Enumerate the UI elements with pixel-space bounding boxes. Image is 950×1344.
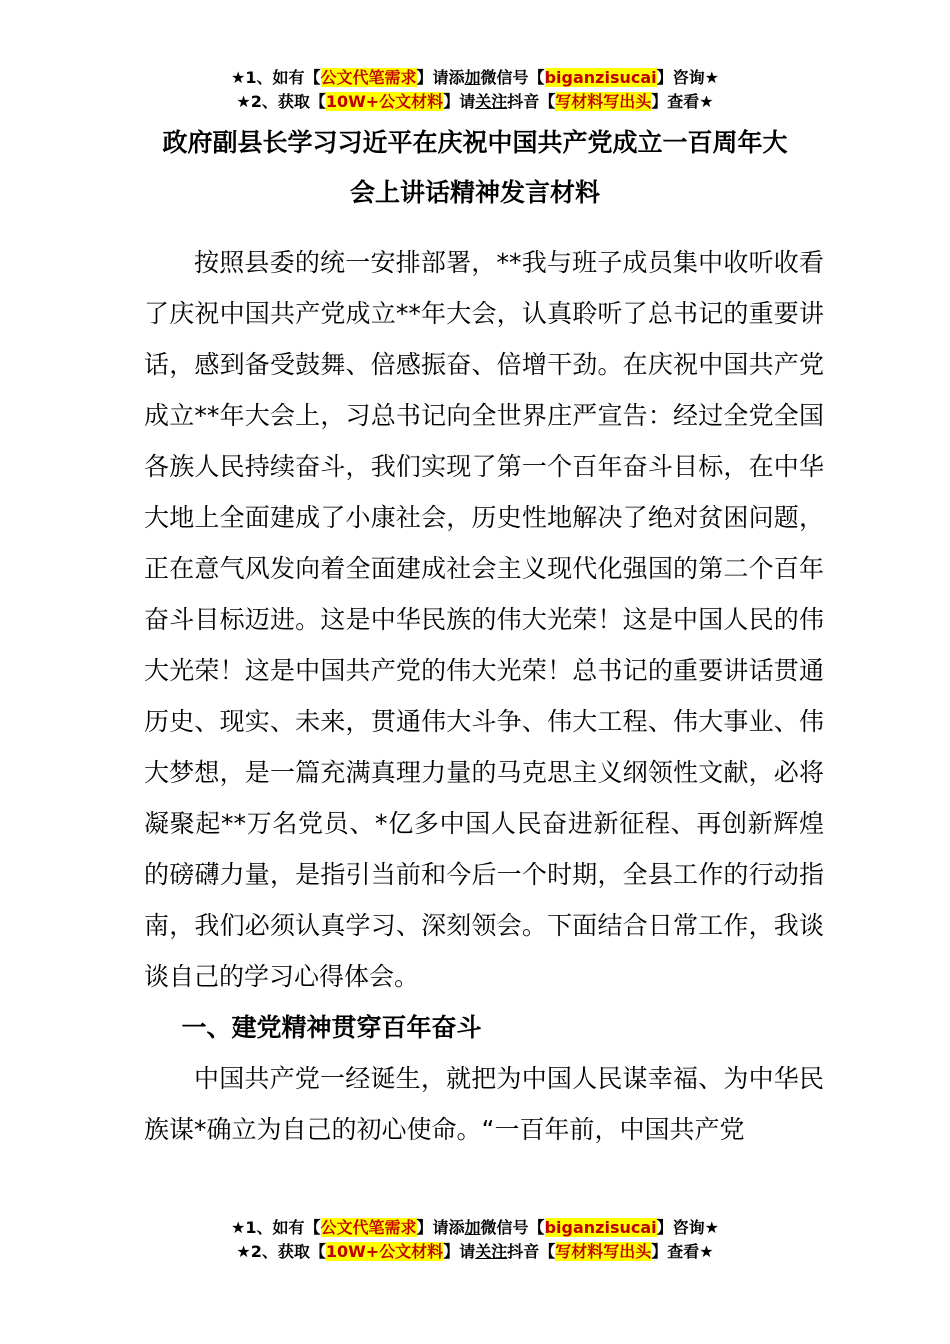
promo-banner-bottom [0, 1216, 950, 1264]
promo-line-1: ★1、如有【公文代笔需求】请添加微信号【biganzisucai】咨询★ [231, 1218, 719, 1237]
highlight-service: 公文代笔需求 [320, 68, 417, 87]
paragraph-intro: 按照县委的统一安排部署，**我与班子成员集中收听收看了庆祝中国共产党成立**年大会，认真聆听了总书记的重要讲话，感到备受鼓舞、倍感振奋、倍增干劲。在庆祝中国共产党成立**年大会上，习总书记向全世界庄严宣告：经过全党全国各族人民持续奋斗，我们实现了第一个百年奋斗目标，在中华大地上全面建成了小康社会，历史性地解决了绝对贫困问题，正在意气风发向着全面建成社会主义现代化强国的第二个百年奋斗目标迈进。这是中华民族的伟大光荣！这是中国人民的伟大光荣！这是中国共产党的伟大光荣！总书记的重要讲话贯通历史、现实、未来，贯通伟大斗争、伟大工程、伟大事业、伟大梦想，是一篇充满真理力量的马克思主义纲领性文献，必将凝聚起**万名党员、*亿多中国人民奋进新征程、再创新辉煌的磅礴力量，是指引当前和今后一个时期，全县工作的行动指南，我们必须认真学习、深刻领会。下面结合日常工作，我谈谈自己的学习心得体会。 [144, 248, 824, 991]
title-line-1: 政府副县长学习习近平在庆祝中国共产党成立一百周年大 [162, 128, 788, 157]
highlight-wechat-id: biganzisucai [544, 68, 657, 87]
paragraph-section-1: 中国共产党一经诞生，就把为中国人民谋幸福、为中华民族谋*确立为自己的初心使命。“一百年前，中国共产党 [144, 1064, 824, 1144]
section-heading-1: 一、建党精神贯穿百年奋斗 [181, 1013, 482, 1042]
title-line-2: 会上讲话精神发言材料 [349, 178, 600, 207]
promo-banner-top [0, 66, 950, 114]
highlight-douyin-id: 写材料写出头 [555, 92, 652, 111]
highlight-materials: 10W+公文材料 [325, 1242, 444, 1261]
highlight-service: 公文代笔需求 [320, 1218, 417, 1237]
highlight-wechat-id: biganzisucai [544, 1218, 657, 1237]
document-title [0, 118, 950, 218]
promo-line-2: ★2、获取【10W+公文材料】请关注抖音【写材料写出头】查看★ [236, 1242, 714, 1261]
highlight-douyin-id: 写材料写出头 [555, 1242, 652, 1261]
promo-line-2: ★2、获取【10W+公文材料】请关注抖音【写材料写出头】查看★ [236, 92, 714, 111]
highlight-materials: 10W+公文材料 [325, 92, 444, 111]
promo-line-1: ★1、如有【公文代笔需求】请添加微信号【biganzisucai】咨询★ [231, 68, 719, 87]
document-body [144, 237, 824, 1155]
